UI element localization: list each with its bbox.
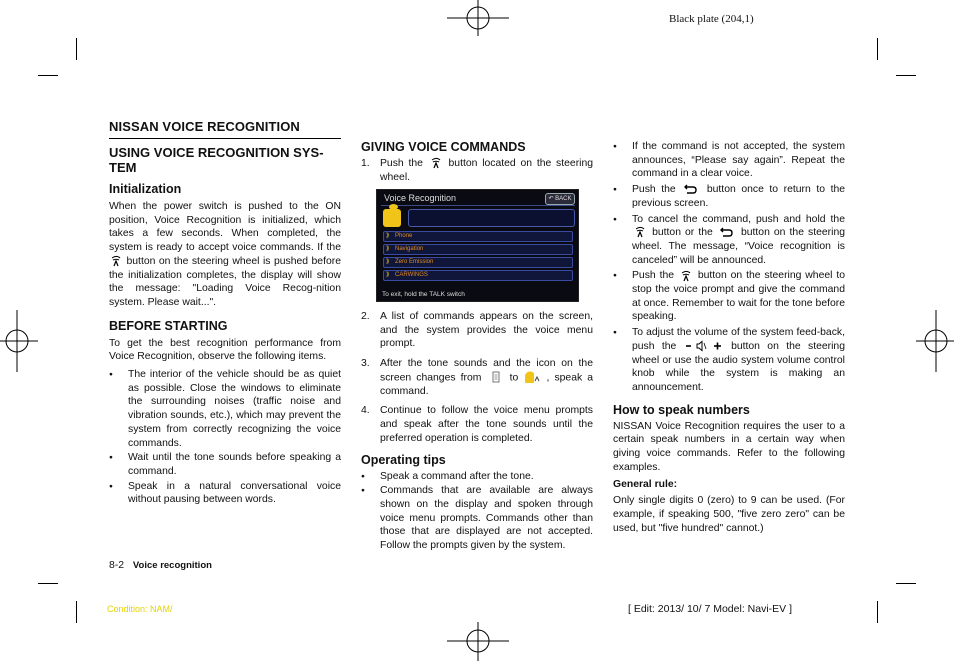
tips-continued-list <box>613 140 845 395</box>
back-arrow-icon <box>717 226 737 238</box>
list-item: ● Commands that are available are always shown on the display and spoken through voice menu prompts. Commands other than those that are displayed are not accepted. Follow the prompts given by the system. <box>361 484 593 553</box>
before-starting-list <box>109 368 341 507</box>
step-3-before: After the tone sounds and the icon on the screen changes from <box>380 358 593 384</box>
talk-switch-icon <box>678 270 694 282</box>
command-row-phone[interactable] <box>383 231 573 242</box>
back-label: BACK <box>555 196 572 202</box>
b4-before: Push the <box>632 270 675 282</box>
step-2-text: A list of commands appears on the screen, and the system provides the voice menu prompt. <box>380 311 593 350</box>
command-row-navigation[interactable] <box>383 244 573 255</box>
list-item <box>613 326 845 395</box>
general-rule-text: Only single digits 0 (zero) to 9 can be used. (For example, if speaking 500, "five zero zero" can be used, but "five hundred" cannot.) <box>613 495 845 534</box>
subsection-title-line2: TEM <box>109 160 137 175</box>
subsection-title <box>109 145 341 175</box>
step-number: 4. <box>361 405 370 417</box>
back-arrow-icon <box>681 183 701 195</box>
step-1 <box>361 157 593 184</box>
step-number: 1. <box>361 158 370 169</box>
list-item <box>613 269 845 324</box>
plate-label: Black plate (204,1) <box>669 13 754 25</box>
step-1-after: button located on the steering wheel. <box>380 158 594 183</box>
registration-mark-bottom <box>447 622 509 661</box>
step-number: 3. <box>361 358 370 370</box>
step-number: 2. <box>361 311 370 322</box>
giving-commands-heading: GIVING VOICE COMMANDS <box>361 140 526 154</box>
step-2 <box>361 310 593 351</box>
init-text-after: button on the steering wheel is pushed before the initialization completes, the display will show the message: "Loading Voice Recog-nition system. Please wait...". <box>109 255 341 308</box>
talk-icon: ⟫ <box>386 246 390 252</box>
steps-bottom <box>361 310 593 446</box>
b5-before: To adjust the volume of the system feed-back, push the <box>632 327 845 352</box>
page-number: 8-2 <box>109 560 125 571</box>
column-3 <box>613 140 845 536</box>
list-item: ● The interior of the vehicle should be as quiet as possible. Close the windows to eliminate the surrounding noises (traffic noise and vibration sounds, etc.), which may prevent the system from correctly recognizing the voice commands. <box>109 368 341 450</box>
edit-info: [ Edit: 2013/ 10/ 7 Model: Navi-EV ] <box>628 603 793 615</box>
b5-after: button on the steering wheel or use the audio system volume control knob while the system is making an announcement. <box>632 340 845 393</box>
section-rule <box>109 138 341 139</box>
footer-section: Voice recognition <box>132 560 212 571</box>
voice-status-icon <box>383 209 401 227</box>
init-heading: Initialization <box>109 182 182 196</box>
talk-switch-icon <box>428 157 444 169</box>
voice-recognition-screen <box>376 189 579 302</box>
operating-tips-heading: Operating tips <box>361 452 446 467</box>
screen-title-underline <box>381 205 575 206</box>
operating-tips-list <box>361 470 593 553</box>
back-arrow-icon: ↶ <box>548 196 554 202</box>
step-4-text: Continue to follow the voice menu prompts and speak after the tone sounds until the preferred operation is completed. <box>380 405 593 444</box>
talk-switch-icon <box>109 255 123 267</box>
step-3 <box>361 357 593 398</box>
volume-icon <box>684 340 724 352</box>
b2-after: button once to return to the previous screen. <box>632 184 846 209</box>
talk-switch-icon <box>632 226 648 238</box>
b3-after: button on the steering wheel. The message, “Voice recognition is canceled” will be announced. <box>632 227 846 266</box>
registration-mark-right <box>916 310 954 372</box>
before-starting-text: To get the best recognition performance from Voice Recognition, observe the following items. <box>109 337 341 363</box>
screen-title: Voice Recognition <box>384 193 457 203</box>
speak-numbers-heading: How to speak numbers <box>613 402 750 417</box>
registration-mark-top <box>447 0 509 40</box>
condition-label: Condition: NAM/ <box>107 604 173 614</box>
command-label: Navigation <box>395 246 424 252</box>
general-rule-heading: General rule: <box>613 479 678 491</box>
screen-footer: To exit, hold the TALK switch <box>382 291 465 298</box>
subsection-title-line1: USING VOICE RECOGNITION SYS- <box>109 145 324 160</box>
registration-mark-left <box>0 310 38 372</box>
b4-after: button on the steering wheel to stop the voice prompt and give the command at once. Remember to wait for the tone before speaking. <box>632 270 846 323</box>
init-text-before: When the power switch is pushed to the ON position, Voice Recognition is initialized, which takes a few seconds. When completed, the system is ready to accept voice commands. If the <box>109 201 341 254</box>
talk-icon: ⟫ <box>386 259 390 265</box>
column-2-lower <box>361 310 593 554</box>
waiting-icon <box>487 371 505 383</box>
step-3-after: , speak a command. <box>380 372 594 397</box>
screen-prompt-field <box>408 209 575 227</box>
speech-balloon-icon <box>389 204 398 210</box>
talk-icon: ⟫ <box>386 272 390 278</box>
before-starting-heading: BEFORE STARTING <box>109 318 228 333</box>
step-3-mid: to <box>509 372 519 384</box>
steps-top <box>361 157 593 184</box>
command-row-carwings[interactable] <box>383 270 573 281</box>
section-title: NISSAN VOICE RECOGNITION <box>109 119 300 134</box>
page-footer <box>109 560 212 571</box>
b3-before: To cancel the command, push and hold the <box>632 213 845 225</box>
back-button[interactable] <box>545 193 575 205</box>
b3-mid: button or the <box>652 227 713 239</box>
command-label: Zero Emission <box>395 259 434 265</box>
b2-before: Push the <box>632 184 676 196</box>
list-item: ● Speak a command after the tone. <box>361 470 593 484</box>
column-2 <box>361 140 593 190</box>
talk-icon: ⟫ <box>386 233 390 239</box>
column-1 <box>109 119 341 508</box>
list-item: ● Speak in a natural conversational voice without pausing between words. <box>109 480 341 507</box>
command-list <box>383 231 573 283</box>
step-4 <box>361 404 593 445</box>
speak-numbers-text: NISSAN Voice Recognition requires the user to a certain speak numbers in a certain way when giving voice commands. Refer to the following examples. <box>613 420 845 473</box>
command-row-zero-emission[interactable] <box>383 257 573 268</box>
list-item: ● If the command is not accepted, the system announces, “Please say again”. Repeat the command in a clear voice. <box>613 140 845 181</box>
init-paragraph <box>109 200 341 310</box>
list-item: ● Wait until the tone sounds before speaking a command. <box>109 451 341 478</box>
list-item <box>613 183 845 210</box>
list-item <box>613 213 845 268</box>
step-1-before: Push the <box>380 158 423 169</box>
command-label: CARWINGS <box>395 272 428 278</box>
command-label: Phone <box>395 233 413 239</box>
voice-ready-icon <box>523 371 541 384</box>
